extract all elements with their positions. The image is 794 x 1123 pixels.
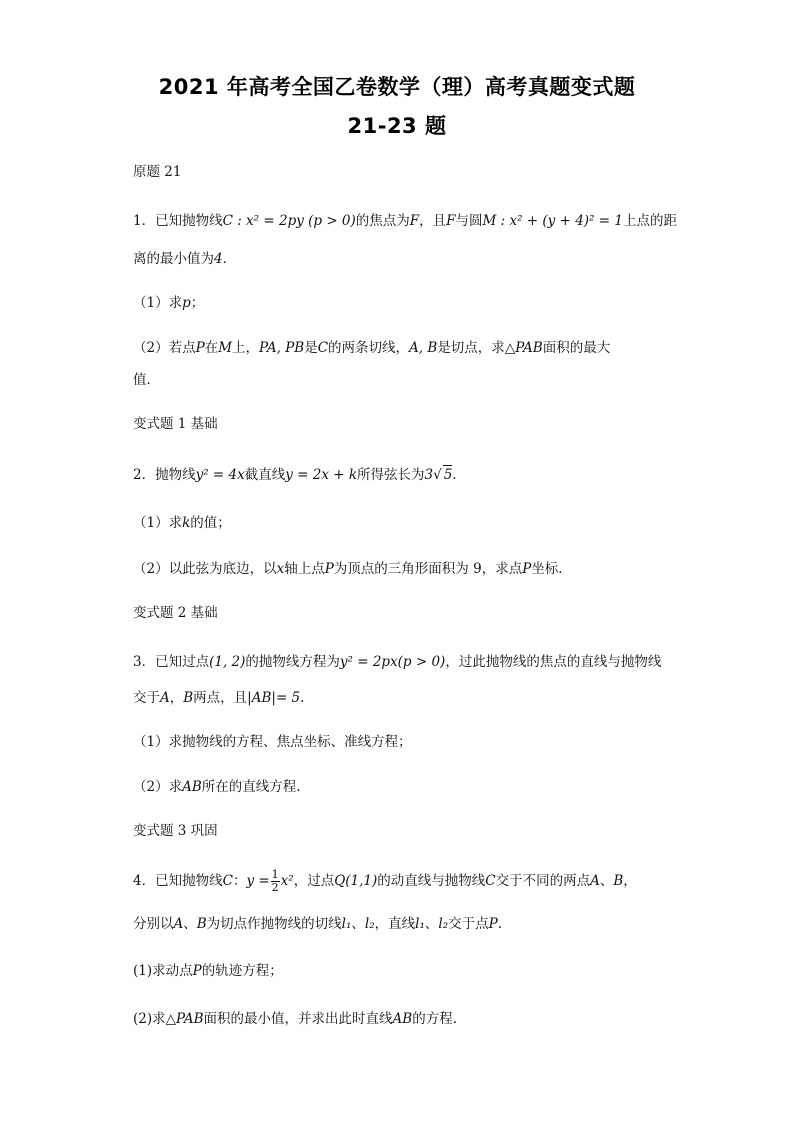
q4-text: 交于点: [448, 916, 489, 932]
q3-line1: [133, 653, 693, 671]
q4-parabola-rhs: x²: [280, 873, 294, 889]
q2-part2-symbol: P: [324, 561, 334, 577]
q4-part2-symbol: △PAB: [165, 1011, 204, 1027]
q1-text: 与圆: [455, 213, 483, 229]
q1-part2-line1: [133, 339, 693, 357]
q4-part2: [133, 1010, 693, 1028]
q1-part2-text: 是切点，求: [437, 340, 505, 356]
q3-parabola-eq: y² = 2px(p > 0): [339, 654, 446, 670]
q1-focus-symbol: F: [409, 213, 420, 229]
q4-part1-symbol: P: [192, 963, 202, 979]
q2-part2-text: 为顶点的三角形面积为 9，求点: [333, 561, 523, 577]
q1-part2-symbol: P: [195, 340, 205, 356]
q1-text: 已知抛物线: [155, 213, 223, 229]
section-variant1: 变式题 1 基础: [133, 416, 218, 432]
q3-text: 交于: [133, 690, 160, 706]
q1-part2-symbol: A, B: [409, 340, 438, 356]
q3-chord-eq: |AB|= 5: [247, 690, 301, 706]
q4-text: 已知抛物线: [155, 873, 223, 889]
q1-number: 1．: [133, 213, 156, 229]
q4-text: ，过点: [293, 873, 335, 889]
q2-part2-symbol: x: [276, 561, 285, 577]
q4-point: Q(1,1): [334, 873, 378, 889]
q3-part2-text: （2）求: [133, 779, 183, 795]
q4-part2-text: 的方程.: [412, 1011, 457, 1027]
q1-part2-text: 的两条切线，: [328, 340, 410, 356]
q4-symbol: B: [196, 916, 207, 932]
q4-fraction: [271, 869, 280, 894]
q1-circle-eq: M : x² + (y + 4)² = 1: [482, 213, 623, 229]
q2-number: 2．: [133, 467, 156, 483]
q2-chord-coef: 3: [424, 467, 434, 483]
q3-symbol: A: [160, 690, 170, 706]
q2-part2: [133, 560, 693, 578]
q3-symbol: B: [183, 690, 194, 706]
q3-point: (1, 2): [209, 654, 246, 670]
q4-fraction-num: 1: [271, 868, 279, 881]
section-variant2: 变式题 2 基础: [133, 605, 218, 621]
q3-text: 的抛物线方程为: [245, 654, 340, 670]
q4-symbol: B: [613, 873, 624, 889]
q4-text: 、: [599, 873, 614, 889]
q3-text: ，过此抛物线的焦点的直线与抛物线: [445, 654, 662, 670]
q4-text: 、: [424, 916, 439, 932]
document-title-line1: 2021 年高考全国乙卷数学（理）高考真题变式题: [158, 75, 636, 99]
q4-text: ：: [232, 873, 247, 889]
q4-part2-text: 面积的最小值，并求出此时直线: [203, 1011, 393, 1027]
q4-text: ，直线: [374, 916, 416, 932]
q4-symbol: C: [222, 873, 233, 889]
q4-text: 交于不同的两点: [495, 873, 591, 889]
section-original: 原题 21: [133, 164, 182, 180]
q3-text: 已知过点: [155, 654, 210, 670]
q2-part1-text: 的值；: [190, 515, 231, 531]
q2-parabola-eq: y² = 4x: [195, 467, 245, 483]
document-title-line2: 21-23 题: [347, 114, 447, 138]
q2-part2-text: 坐标．: [531, 561, 572, 577]
q4-symbol: l₂: [364, 916, 375, 932]
q2-text: 抛物线: [155, 467, 196, 483]
q2-part1-text: （1）求: [133, 515, 183, 531]
q4-symbol: l₁: [415, 916, 425, 932]
q1-part2-symbol: △PAB: [504, 340, 543, 356]
q4-text: 、: [183, 916, 197, 932]
q4-part1: [133, 962, 693, 980]
q4-text: 、: [351, 916, 365, 932]
q4-number: 4．: [133, 873, 156, 889]
q1-text: 的焦点为: [355, 213, 410, 229]
q4-text: ，: [623, 873, 637, 889]
q2-text: 截直线: [244, 467, 286, 483]
q1-part1-text: ；: [190, 295, 205, 311]
section-variant3: 变式题 3 巩固: [133, 823, 218, 839]
q4-line2: [133, 915, 693, 933]
q1-part2-text: 上，: [232, 340, 260, 356]
q3-text: .: [300, 690, 305, 706]
q3-part2-symbol: AB: [182, 779, 202, 795]
q3-part2-text: 所在的直线方程.: [201, 779, 301, 795]
q3-part1: （1）求抛物线的方程、焦点坐标、准线方程；: [133, 734, 412, 750]
q4-part1-text: (1)求动点: [133, 963, 193, 979]
q4-text: 分别以: [133, 916, 174, 932]
sqrt-symbol: √: [433, 467, 442, 483]
q1-part2-text: 面积的最大: [542, 340, 611, 356]
q3-part2: [133, 778, 693, 796]
q4-symbol: P: [488, 916, 498, 932]
q4-symbol: A: [173, 916, 184, 932]
q2-text: 所得弦长为: [357, 467, 425, 483]
q1-text: ．: [222, 251, 237, 267]
q2-part2-symbol: P: [522, 561, 532, 577]
q1-focus-symbol: F: [446, 213, 456, 229]
q1-text: 离的最小值为: [133, 251, 214, 267]
q4-symbol: l₂: [438, 916, 449, 932]
q2-line1: [133, 465, 693, 484]
q4-text: 为切点作抛物线的切线: [206, 916, 342, 932]
q1-text: ，且: [419, 213, 447, 229]
q2-part1-symbol: k: [182, 515, 191, 531]
q1-part2-symbol: PA, PB: [259, 340, 305, 356]
q1-part2-symbol: C: [317, 340, 329, 356]
q1-parabola-eq: C : x² = 2py (p > 0): [222, 213, 356, 229]
q4-symbol: l₁: [341, 916, 352, 932]
q4-part1-text: 的轨迹方程；: [201, 963, 283, 979]
q1-line1: [133, 212, 693, 230]
q1-part2-line2: 值．: [133, 372, 160, 388]
q3-text: ，: [169, 690, 184, 706]
q4-text: 的动直线与抛物线: [377, 873, 486, 889]
q2-part2-text: 轴上点: [284, 561, 325, 577]
q2-line-eq: y = 2x + k: [285, 467, 358, 483]
q1-line2: [133, 250, 693, 268]
q1-part2-text: 是: [304, 340, 318, 356]
q1-min-value: 4: [214, 251, 223, 267]
q2-chord-radicand: 5: [443, 467, 453, 483]
q2-part1: [133, 514, 693, 532]
q3-text: 两点，且: [193, 690, 248, 706]
q4-parabola-lhs: y =: [246, 873, 270, 889]
q1-text: 上点的距: [622, 213, 677, 229]
q1-part1-symbol: p: [182, 295, 191, 311]
q4-symbol: C: [485, 873, 496, 889]
q4-text: .: [497, 916, 502, 932]
q1-part1: [133, 294, 693, 312]
q4-fraction-den: 2: [271, 881, 279, 894]
q4-part2-symbol: AB: [392, 1011, 413, 1027]
q1-part2-text: （2）若点: [133, 340, 196, 356]
q3-line2: [133, 689, 693, 707]
q2-text: ．: [452, 467, 466, 483]
q4-line1: [133, 869, 693, 894]
q1-part2-symbol: M: [218, 340, 233, 356]
q1-part2-text: 在: [204, 340, 219, 356]
q2-part2-text: （2）以此弦为底边，以: [133, 561, 277, 577]
q3-number: 3．: [133, 654, 156, 670]
q4-part2-text: (2)求: [133, 1011, 166, 1027]
q4-symbol: A: [590, 873, 600, 889]
q1-part1-text: （1）求: [133, 295, 183, 311]
